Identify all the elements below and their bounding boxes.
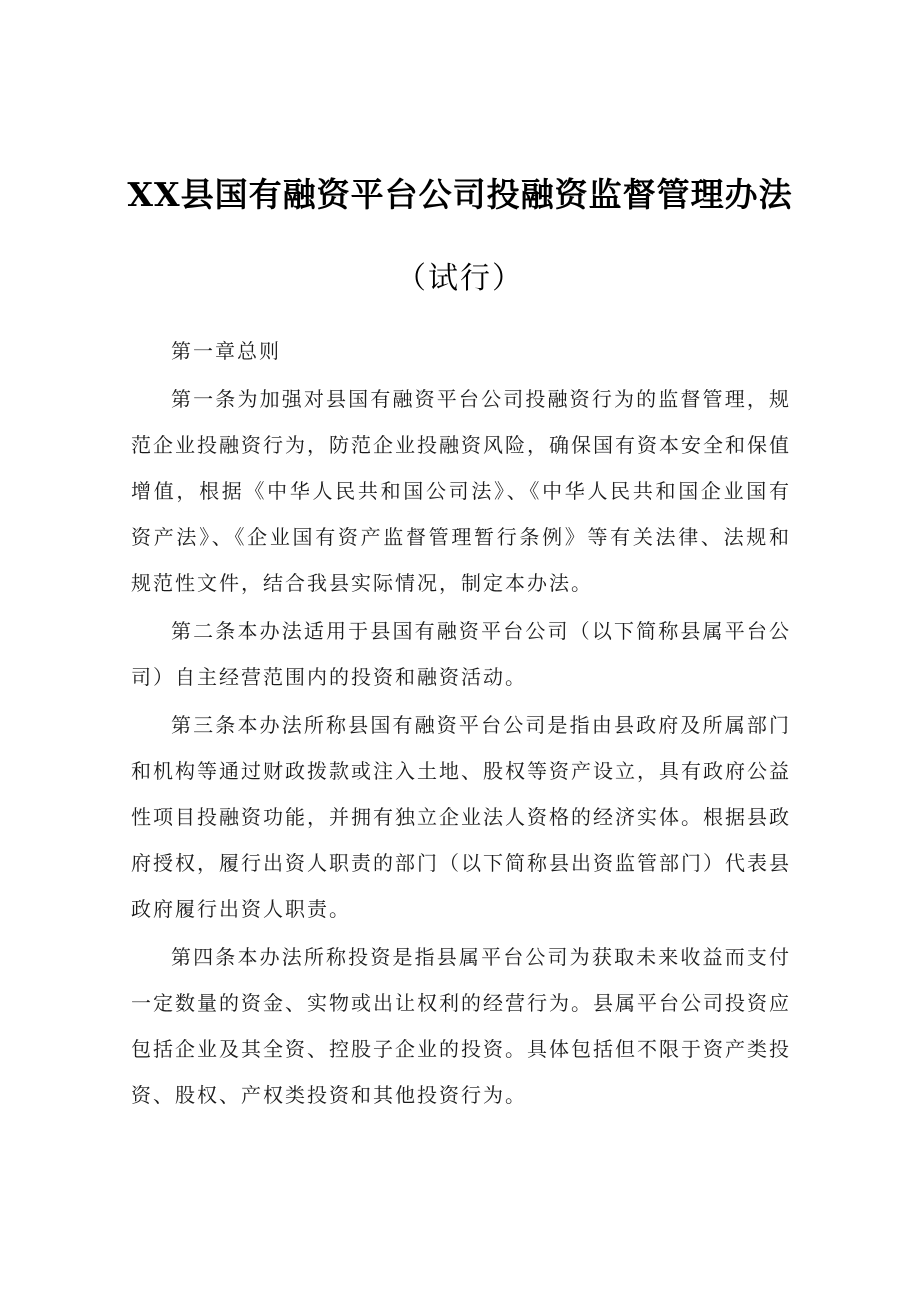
document-body [131,328,791,1118]
article-1-paragraph: 第一条为加强对县国有融资平台公司投融资行为的监督管理，规范企业投融资行为，防范企业投融资风险，确保国有资本安全和保值增值，根据《中华人民共和国公司法》、《中华人民共和国企业国有资产法》、《企业国有资产监督管理暂行条例》等有关法律、法规和规范性文件，结合我县实际情况，制定本办法。 [131,387,791,595]
article-3-paragraph: 第三条本办法所称县国有融资平台公司是指由县政府及所属部门和机构等通过财政拨款或注入土地、股权等资产设立，具有政府公益性项目投融资功能，并拥有独立企业法人资格的经济实体。根据县政府授权，履行出资人职责的部门（以下简称县出资监管部门）代表县政府履行出资人职责。 [131,713,791,921]
chapter-heading: 第一章总则 [171,339,281,363]
article-4-paragraph: 第四条本办法所称投资是指县属平台公司为获取未来收益而支付一定数量的资金、实物或出让权利的经营行为。县属平台公司投资应包括企业及其全资、控股子企业的投资。具体包括但不限于资产类投资、股权、产权类投资和其他投资行为。 [131,945,791,1107]
article-2-paragraph: 第二条本办法适用于县国有融资平台公司（以下简称县属平台公司）自主经营范围内的投资和融资活动。 [131,619,791,689]
document-title: XX县国有融资平台公司投融资监督管理办法 [127,175,793,214]
document-subtitle: （试行） [396,261,524,296]
